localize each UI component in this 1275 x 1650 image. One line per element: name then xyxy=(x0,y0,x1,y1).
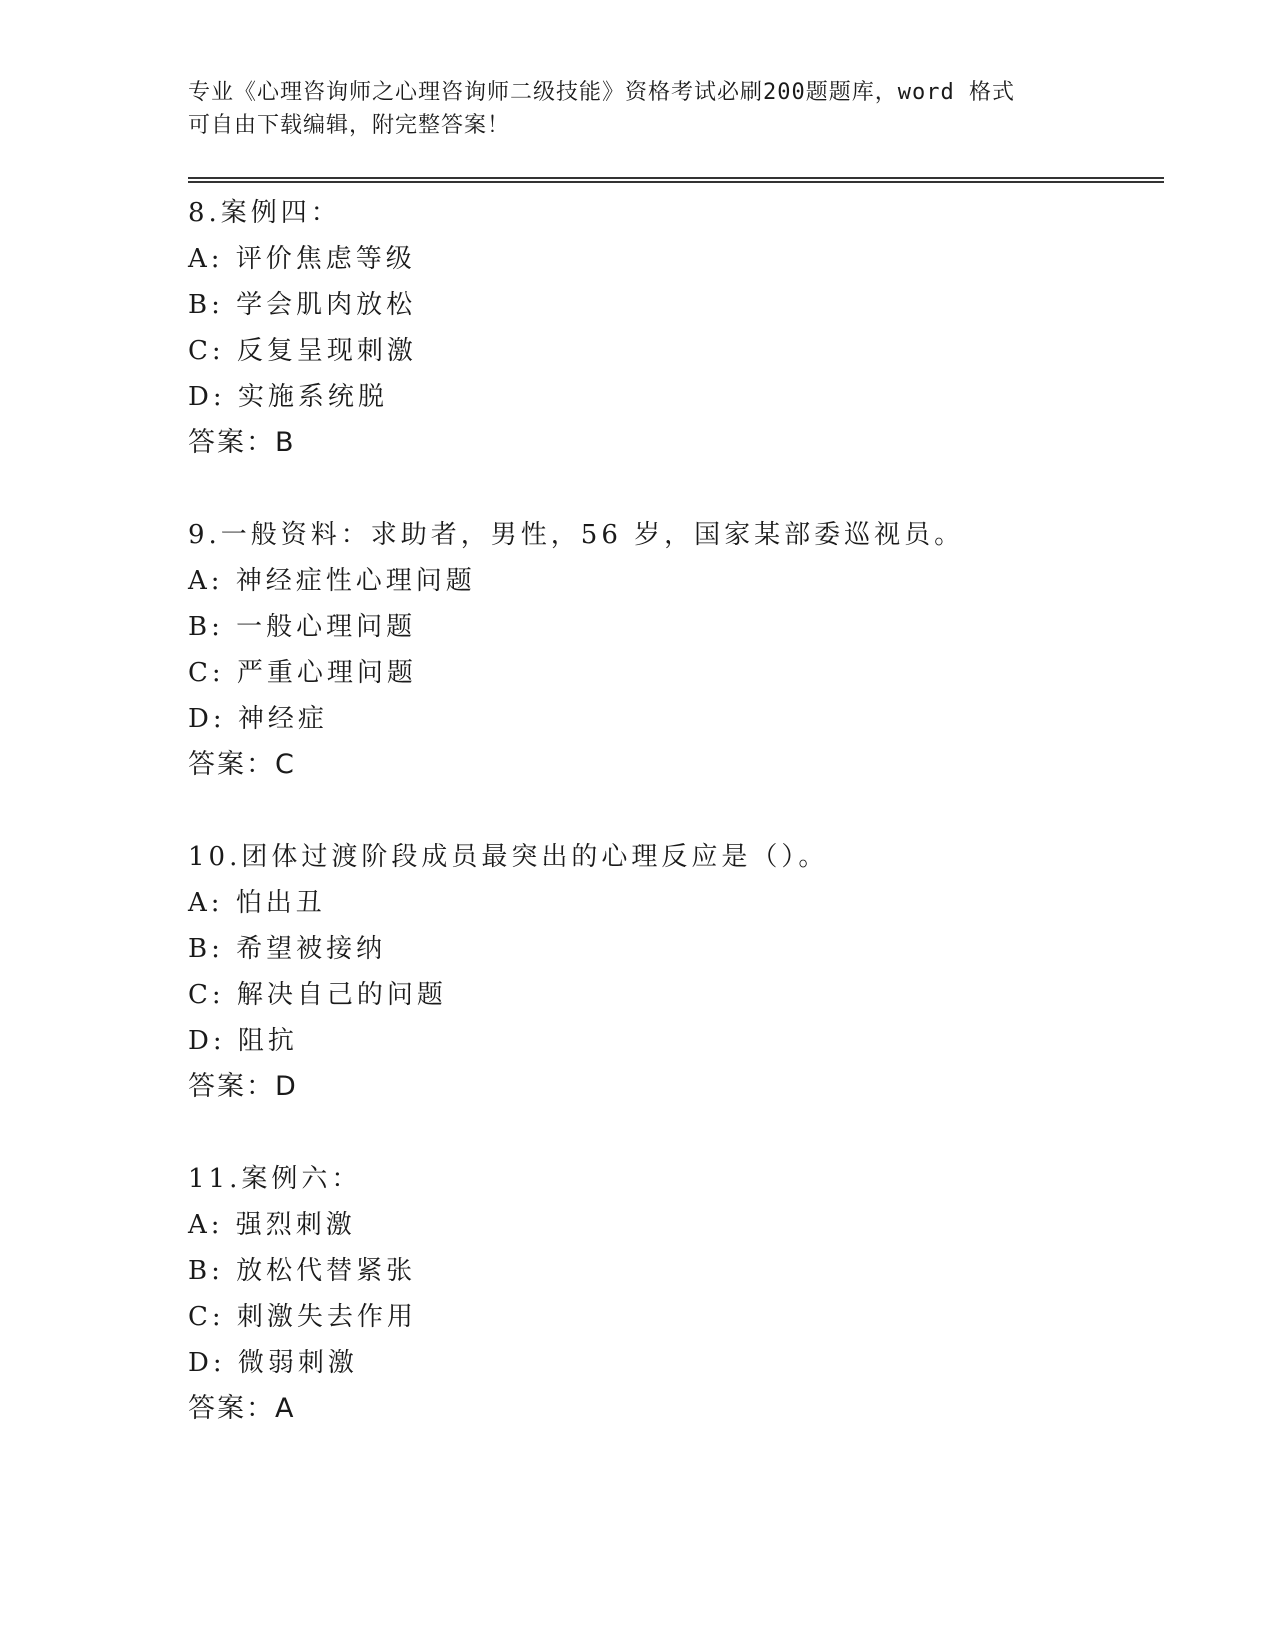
option-a: A: 怕出丑 xyxy=(188,888,326,918)
option-d: D: 阻抗 xyxy=(188,1026,298,1056)
answer-label: 答案：D xyxy=(188,1071,298,1102)
option-a: A: 评价焦虑等级 xyxy=(188,244,416,274)
option-b: B: 希望被接纳 xyxy=(188,934,387,964)
header-line-2: 可自由下载编辑，附完整答案！ xyxy=(188,113,511,138)
option-d: D: 实施系统脱 xyxy=(188,382,388,412)
page-header xyxy=(188,76,1088,142)
question-stem: 8.案例四： xyxy=(188,198,341,228)
answer-label: 答案：B xyxy=(188,427,296,458)
option-d: D: 神经症 xyxy=(188,704,328,734)
question-9 xyxy=(188,512,1148,788)
option-a: A: 神经症性心理问题 xyxy=(188,566,476,596)
option-b: B: 放松代替紧张 xyxy=(188,1256,417,1286)
header-line-1: 专业《心理咨询师之心理咨询师二级技能》资格考试必刷200题题库，word 格式 xyxy=(188,80,1015,105)
question-list xyxy=(188,190,1148,1478)
question-11 xyxy=(188,1156,1148,1432)
question-stem: 10.团体过渡阶段成员最突出的心理反应是（）。 xyxy=(188,842,829,872)
answer-label: 答案：C xyxy=(188,749,296,780)
option-a: A: 强烈刺激 xyxy=(188,1210,356,1240)
option-b: B: 学会肌肉放松 xyxy=(188,290,417,320)
option-b: B: 一般心理问题 xyxy=(188,612,417,642)
question-stem: 9.一般资料：求助者，男性，56 岁，国家某部委巡视员。 xyxy=(188,520,965,550)
option-c: C: 刺激失去作用 xyxy=(188,1302,417,1332)
answer-label: 答案：A xyxy=(188,1393,296,1424)
header-divider xyxy=(188,177,1164,183)
question-10 xyxy=(188,834,1148,1110)
question-8 xyxy=(188,190,1148,466)
option-d: D: 微弱刺激 xyxy=(188,1348,358,1378)
question-stem: 11.案例六： xyxy=(188,1164,362,1194)
option-c: C: 解决自己的问题 xyxy=(188,980,447,1010)
option-c: C: 严重心理问题 xyxy=(188,658,417,688)
option-c: C: 反复呈现刺激 xyxy=(188,336,417,366)
